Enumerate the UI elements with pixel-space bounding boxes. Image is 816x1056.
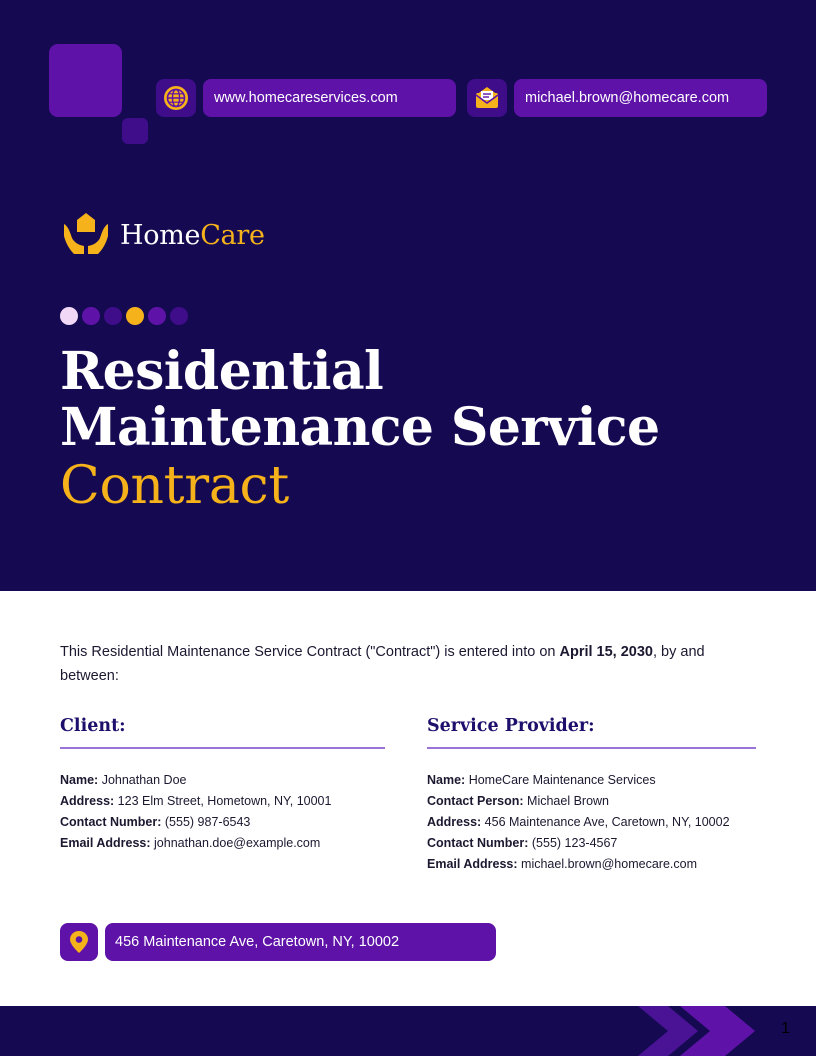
provider-field-phone xyxy=(427,833,756,854)
intro-text-after: , by and between: xyxy=(60,644,705,684)
field-value: 123 Elm Street, Hometown, NY, 10001 xyxy=(117,794,332,808)
field-value: (555) 987-6543 xyxy=(164,815,251,829)
intro-text-before: This Residential Maintenance Service Contract ("Contract") is entered into on xyxy=(60,644,560,660)
field-value: johnathan.doe@example.com xyxy=(154,836,321,850)
address-bar: 456 Maintenance Ave, Caretown, NY, 10002 xyxy=(105,923,496,961)
client-field-name xyxy=(60,770,385,791)
client-section xyxy=(60,712,385,854)
globe-icon xyxy=(156,79,196,117)
provider-heading: Service Provider: xyxy=(427,716,595,736)
provider-field-email xyxy=(427,854,756,875)
field-label: Email Address: xyxy=(60,836,151,850)
field-value: Michael Brown xyxy=(527,794,610,808)
decor-dot xyxy=(148,307,166,325)
provider-section xyxy=(427,712,756,875)
chevron-arrows-icon xyxy=(0,1006,816,1056)
title-accent-line: Contract xyxy=(60,456,289,516)
title-line-2: Maintenance Service xyxy=(60,397,660,458)
intro-paragraph xyxy=(60,640,750,688)
field-label: Contact Number: xyxy=(427,836,529,850)
provider-field-name xyxy=(427,770,756,791)
client-field-phone xyxy=(60,812,385,833)
page-title xyxy=(60,341,660,458)
field-value: Johnathan Doe xyxy=(101,773,187,787)
provider-divider xyxy=(427,747,756,749)
hands-house-icon xyxy=(62,210,110,261)
location-pin-icon xyxy=(60,923,98,961)
email-link[interactable]: michael.brown@homecare.com xyxy=(514,79,767,117)
provider-field-contact-person xyxy=(427,791,756,812)
client-divider xyxy=(60,747,385,749)
field-value: michael.brown@homecare.com xyxy=(521,857,697,871)
decorative-dots xyxy=(60,307,192,325)
field-value: (555) 123-4567 xyxy=(531,836,618,850)
field-label: Contact Number: xyxy=(60,815,162,829)
field-value: 456 Maintenance Ave, Caretown, NY, 10002 xyxy=(484,815,730,829)
provider-field-address xyxy=(427,812,756,833)
decor-dot xyxy=(170,307,188,325)
logo-wordmark xyxy=(120,220,265,251)
website-link[interactable]: www.homecareservices.com xyxy=(203,79,456,117)
title-line-1: Residential xyxy=(60,341,384,402)
decor-dot xyxy=(104,307,122,325)
logo-wordmark-home: Home xyxy=(120,220,201,251)
field-label: Address: xyxy=(60,794,115,808)
homecare-logo xyxy=(62,210,265,261)
contract-date: April 15, 2030 xyxy=(559,644,653,660)
field-label: Address: xyxy=(427,815,482,829)
page-number: 1 xyxy=(781,1020,790,1037)
decor-dot xyxy=(126,307,144,325)
logo-wordmark-care: Care xyxy=(200,220,265,251)
client-field-address xyxy=(60,791,385,812)
footer-bar xyxy=(0,1006,816,1056)
decor-dot xyxy=(60,307,78,325)
decorative-square-large xyxy=(49,44,122,117)
field-label: Name: xyxy=(427,773,466,787)
field-label: Contact Person: xyxy=(427,794,524,808)
provider-fields xyxy=(427,770,756,875)
decor-dot xyxy=(82,307,100,325)
client-heading: Client: xyxy=(60,716,126,736)
field-label: Name: xyxy=(60,773,99,787)
client-fields xyxy=(60,770,385,854)
field-label: Email Address: xyxy=(427,857,518,871)
field-value: HomeCare Maintenance Services xyxy=(468,773,656,787)
envelope-icon xyxy=(467,79,507,117)
decorative-square-small xyxy=(122,118,148,144)
client-field-email xyxy=(60,833,385,854)
